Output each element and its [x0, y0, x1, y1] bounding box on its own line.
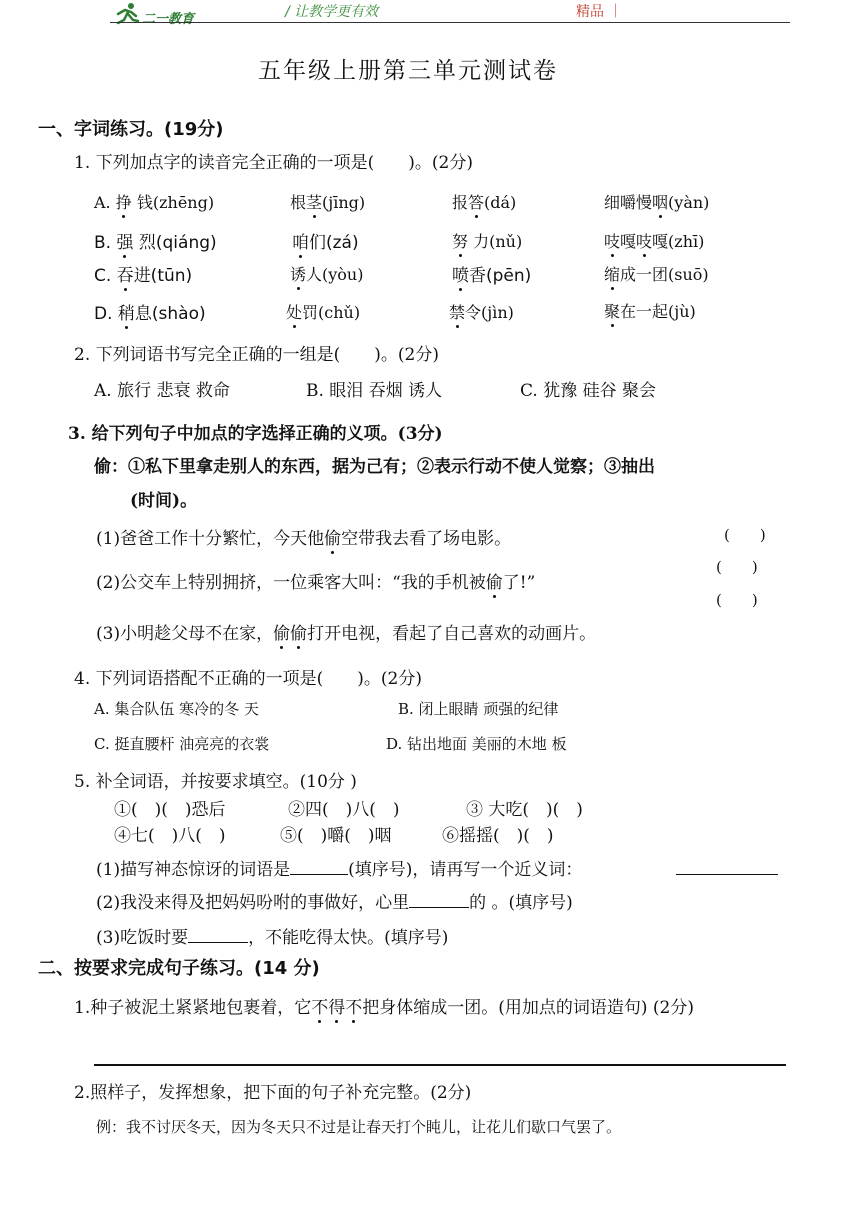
q5-sub1-synonym-blank[interactable] — [676, 874, 778, 875]
q4-stem: 4. 下列词语搭配不正确的一项是( )。(2分) — [74, 669, 422, 689]
q1-option-a2: 根茎(jīng) — [290, 190, 365, 213]
q2-option-a: A. 旅行 悲衰 救命 — [94, 381, 230, 401]
header-tag: 精品 ｜ — [576, 4, 623, 20]
logo-text: 二一教育 — [142, 12, 195, 27]
q1-option-a1: A. 挣 钱(zhēng) — [94, 190, 214, 213]
q1-option-c2: 诱人(yòu) — [290, 262, 363, 285]
s2-q2: 2.照样子，发挥想象，把下面的句子补充完整。(2分) — [74, 1083, 472, 1103]
header-slogan: / 让教学更有效 — [285, 4, 379, 20]
q5-word-6: ⑥摇摇( )( ) — [442, 826, 554, 846]
q5-word-4: ④七( )八( ) — [114, 826, 226, 846]
q5-stem: 5. 补全词语，并按要求填空。(10分 ) — [74, 772, 357, 792]
q1-option-d1: D. 稍息(shào) — [94, 299, 206, 324]
q2-option-c: C. 犹豫 硅谷 聚会 — [520, 381, 657, 401]
s2-q2-example: 例：我不讨厌冬天，因为冬天只不过是让春天打个盹儿，让花儿们歇口气罢了。 — [96, 1118, 622, 1136]
header-rule — [110, 22, 790, 23]
q5-sub3-text-b: ，不能吃得太快。(填序号) — [248, 928, 449, 948]
q4-option-c: C. 挺直腰杆 油亮亮的衣裳 — [94, 735, 270, 753]
q1-option-a4: 细嚼慢咽(yàn) — [604, 190, 709, 213]
q5-sub2-blank[interactable] — [409, 893, 469, 908]
q5-sub2-text-b: 的 。(填序号) — [469, 893, 573, 913]
section1-heading: 一、字词练习。(19分) — [38, 119, 224, 140]
q1-option-c1: C. 吞进(tūn) — [94, 261, 192, 286]
q2-stem: 2. 下列词语书写完全正确的一组是( )。(2分) — [74, 345, 439, 365]
q3-definition-line1: 偷：①私下里拿走别人的东西，据为己有；②表示行动不使人觉察；③抽出 — [94, 457, 655, 477]
q3-definition-line2: (时间)。 — [130, 491, 198, 511]
q3-sentence-2: (2)公交车上特别拥挤，一位乘客大叫：“我的手机被偷了!” — [96, 568, 535, 593]
q5-sub3 — [96, 923, 448, 948]
q5-word-3: ③ 大吃( )( ) — [466, 800, 583, 820]
page-title: 五年级上册第三单元测试卷 — [258, 58, 558, 84]
section2-heading: 二、按要求完成句子练习。(14 分) — [38, 958, 320, 979]
q2-option-b: B. 眼泪 吞烟 诱人 — [306, 381, 443, 401]
s2-q1-answer-line[interactable] — [94, 1064, 786, 1066]
q5-word-1: ①( )( )恐后 — [114, 800, 226, 820]
q3-answer-paren-3[interactable]: ( ) — [716, 591, 758, 609]
q5-sub1 — [96, 855, 582, 880]
q3-answer-paren-2[interactable]: ( ) — [716, 558, 758, 576]
q1-option-c4: 缩成一团(suō) — [604, 262, 709, 285]
q5-sub2 — [96, 888, 573, 913]
q5-sub3-blank[interactable] — [188, 928, 248, 943]
q1-stem: 1. 下列加点字的读音完全正确的一项是( )。(2分) — [74, 153, 473, 173]
q4-option-b: B. 闭上眼睛 顽强的纪律 — [398, 700, 559, 718]
q4-option-d: D. 钻出地面 美丽的木地 板 — [386, 735, 567, 753]
q1-option-b2: 咱们(zá) — [292, 228, 359, 253]
q4-option-a: A. 集合队伍 寒冷的冬 天 — [94, 700, 259, 718]
q5-sub3-text-a: (3)吃饭时要 — [96, 928, 189, 948]
s2-q1: 1.种子被泥土紧紧地包裹着，它不得不把身体缩成一团。(用加点的词语造句) (2分) — [74, 993, 694, 1018]
q1-option-b3: 努 力(nǔ) — [452, 229, 522, 252]
q5-sub1-text-a: (1)描写神态惊讶的词语是 — [96, 860, 291, 880]
q1-option-a3: 报答(dá) — [452, 190, 516, 213]
q3-sentence-3: (3)小明趁父母不在家，偷偷打开电视，看起了自己喜欢的动画片。 — [96, 619, 596, 644]
q1-option-d2: 处罚(chǔ) — [286, 300, 360, 323]
q3-answer-paren-1[interactable]: ( ) — [724, 526, 766, 544]
q3-stem: 3. 给下列句子中加点的字选择正确的义项。(3分) — [68, 424, 443, 444]
q5-sub1-text-b: (填序号)，请再写一个近义词： — [348, 860, 583, 880]
q5-word-2: ②四( )八( ) — [288, 800, 400, 820]
q3-sentence-1: (1)爸爸工作十分繁忙，今天他偷空带我去看了场电影。 — [96, 524, 511, 549]
q1-option-b4: 吱嘎吱嘎(zhī) — [604, 229, 704, 252]
q1-option-c3: 喷香(pēn) — [452, 261, 531, 286]
q1-option-d3: 禁令(jìn) — [449, 300, 514, 323]
q5-sub2-text-a: (2)我没来得及把妈妈吩咐的事做好，心里 — [96, 893, 410, 913]
q5-sub1-blank[interactable] — [290, 860, 348, 875]
q1-option-b1: B. 强 烈(qiáng) — [94, 228, 217, 253]
q1-option-d4: 聚在一起(jù) — [604, 299, 696, 322]
q5-word-5: ⑤( )嚼( )咽 — [280, 826, 392, 846]
